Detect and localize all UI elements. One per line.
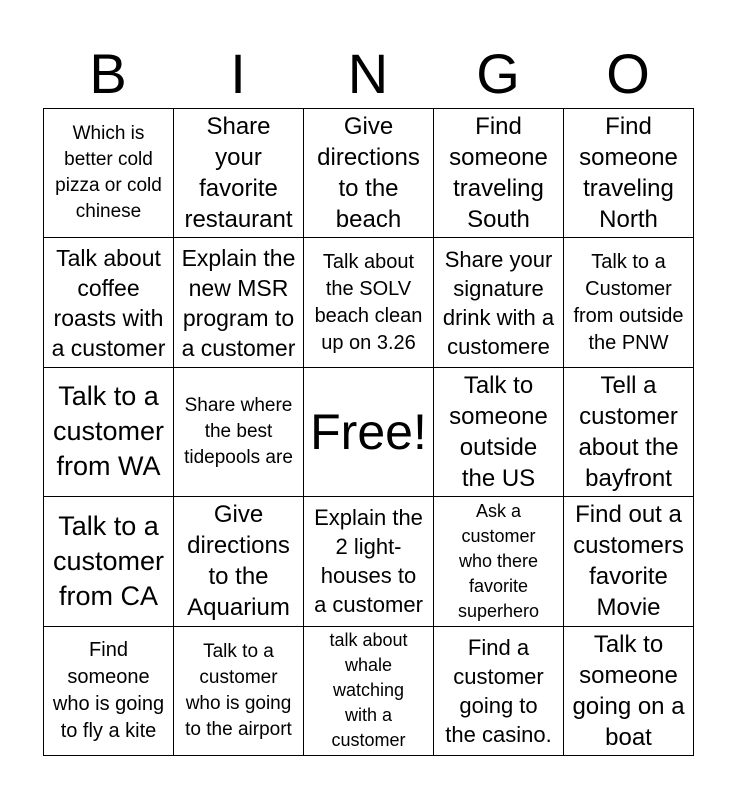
bingo-grid <box>43 108 694 756</box>
header-letter-b: B <box>89 42 127 105</box>
bingo-cell: Explain the 2 light- houses to a customer <box>304 497 434 626</box>
bingo-cell: Share your favorite restaurant <box>174 109 304 238</box>
bingo-cell: Find someone traveling North <box>564 109 694 238</box>
bingo-cell: Share your signature drink with a customere <box>434 238 564 367</box>
bingo-cell: Talk to a customer who is going to the airport <box>174 626 304 755</box>
bingo-cell: Ask a customer who there favorite superhero <box>434 497 564 626</box>
header-letter-i: I <box>230 42 246 105</box>
free-space: Free! <box>304 367 434 496</box>
bingo-cell: Talk to someone outside the US <box>434 367 564 496</box>
bingo-cell: Talk to a customer from CA <box>44 497 174 626</box>
bingo-cell: Tell a customer about the bayfront <box>564 367 694 496</box>
header-letter-o: O <box>606 42 650 105</box>
bingo-cell: Talk to a Customer from outside the PNW <box>564 238 694 367</box>
bingo-cell: talk about whale watching with a customer <box>304 626 434 755</box>
header-letter-g: G <box>476 42 520 105</box>
bingo-cell: Find a customer going to the casino. <box>434 626 564 755</box>
header-letter-n: N <box>347 42 389 105</box>
bingo-cell: Give directions to the beach <box>304 109 434 238</box>
bingo-cell: Find someone traveling South <box>434 109 564 238</box>
bingo-row <box>44 367 694 496</box>
bingo-row <box>44 497 694 626</box>
bingo-cell: Talk about coffee roasts with a customer <box>44 238 174 367</box>
bingo-row <box>44 238 694 367</box>
bingo-cell: Talk to a customer from WA <box>44 367 174 496</box>
bingo-cell: Which is better cold pizza or cold chinese <box>44 109 174 238</box>
bingo-cell: Talk about the SOLV beach clean up on 3.26 <box>304 238 434 367</box>
bingo-row <box>44 626 694 755</box>
bingo-cell: Explain the new MSR program to a customer <box>174 238 304 367</box>
bingo-cell: Find out a customers favorite Movie <box>564 497 694 626</box>
bingo-cell: Find someone who is going to fly a kite <box>44 626 174 755</box>
bingo-cell: Talk to someone going on a boat <box>564 626 694 755</box>
bingo-header <box>43 40 693 108</box>
bingo-row <box>44 109 694 238</box>
bingo-cell: Give directions to the Aquarium <box>174 497 304 626</box>
bingo-cell: Share where the best tidepools are <box>174 367 304 496</box>
